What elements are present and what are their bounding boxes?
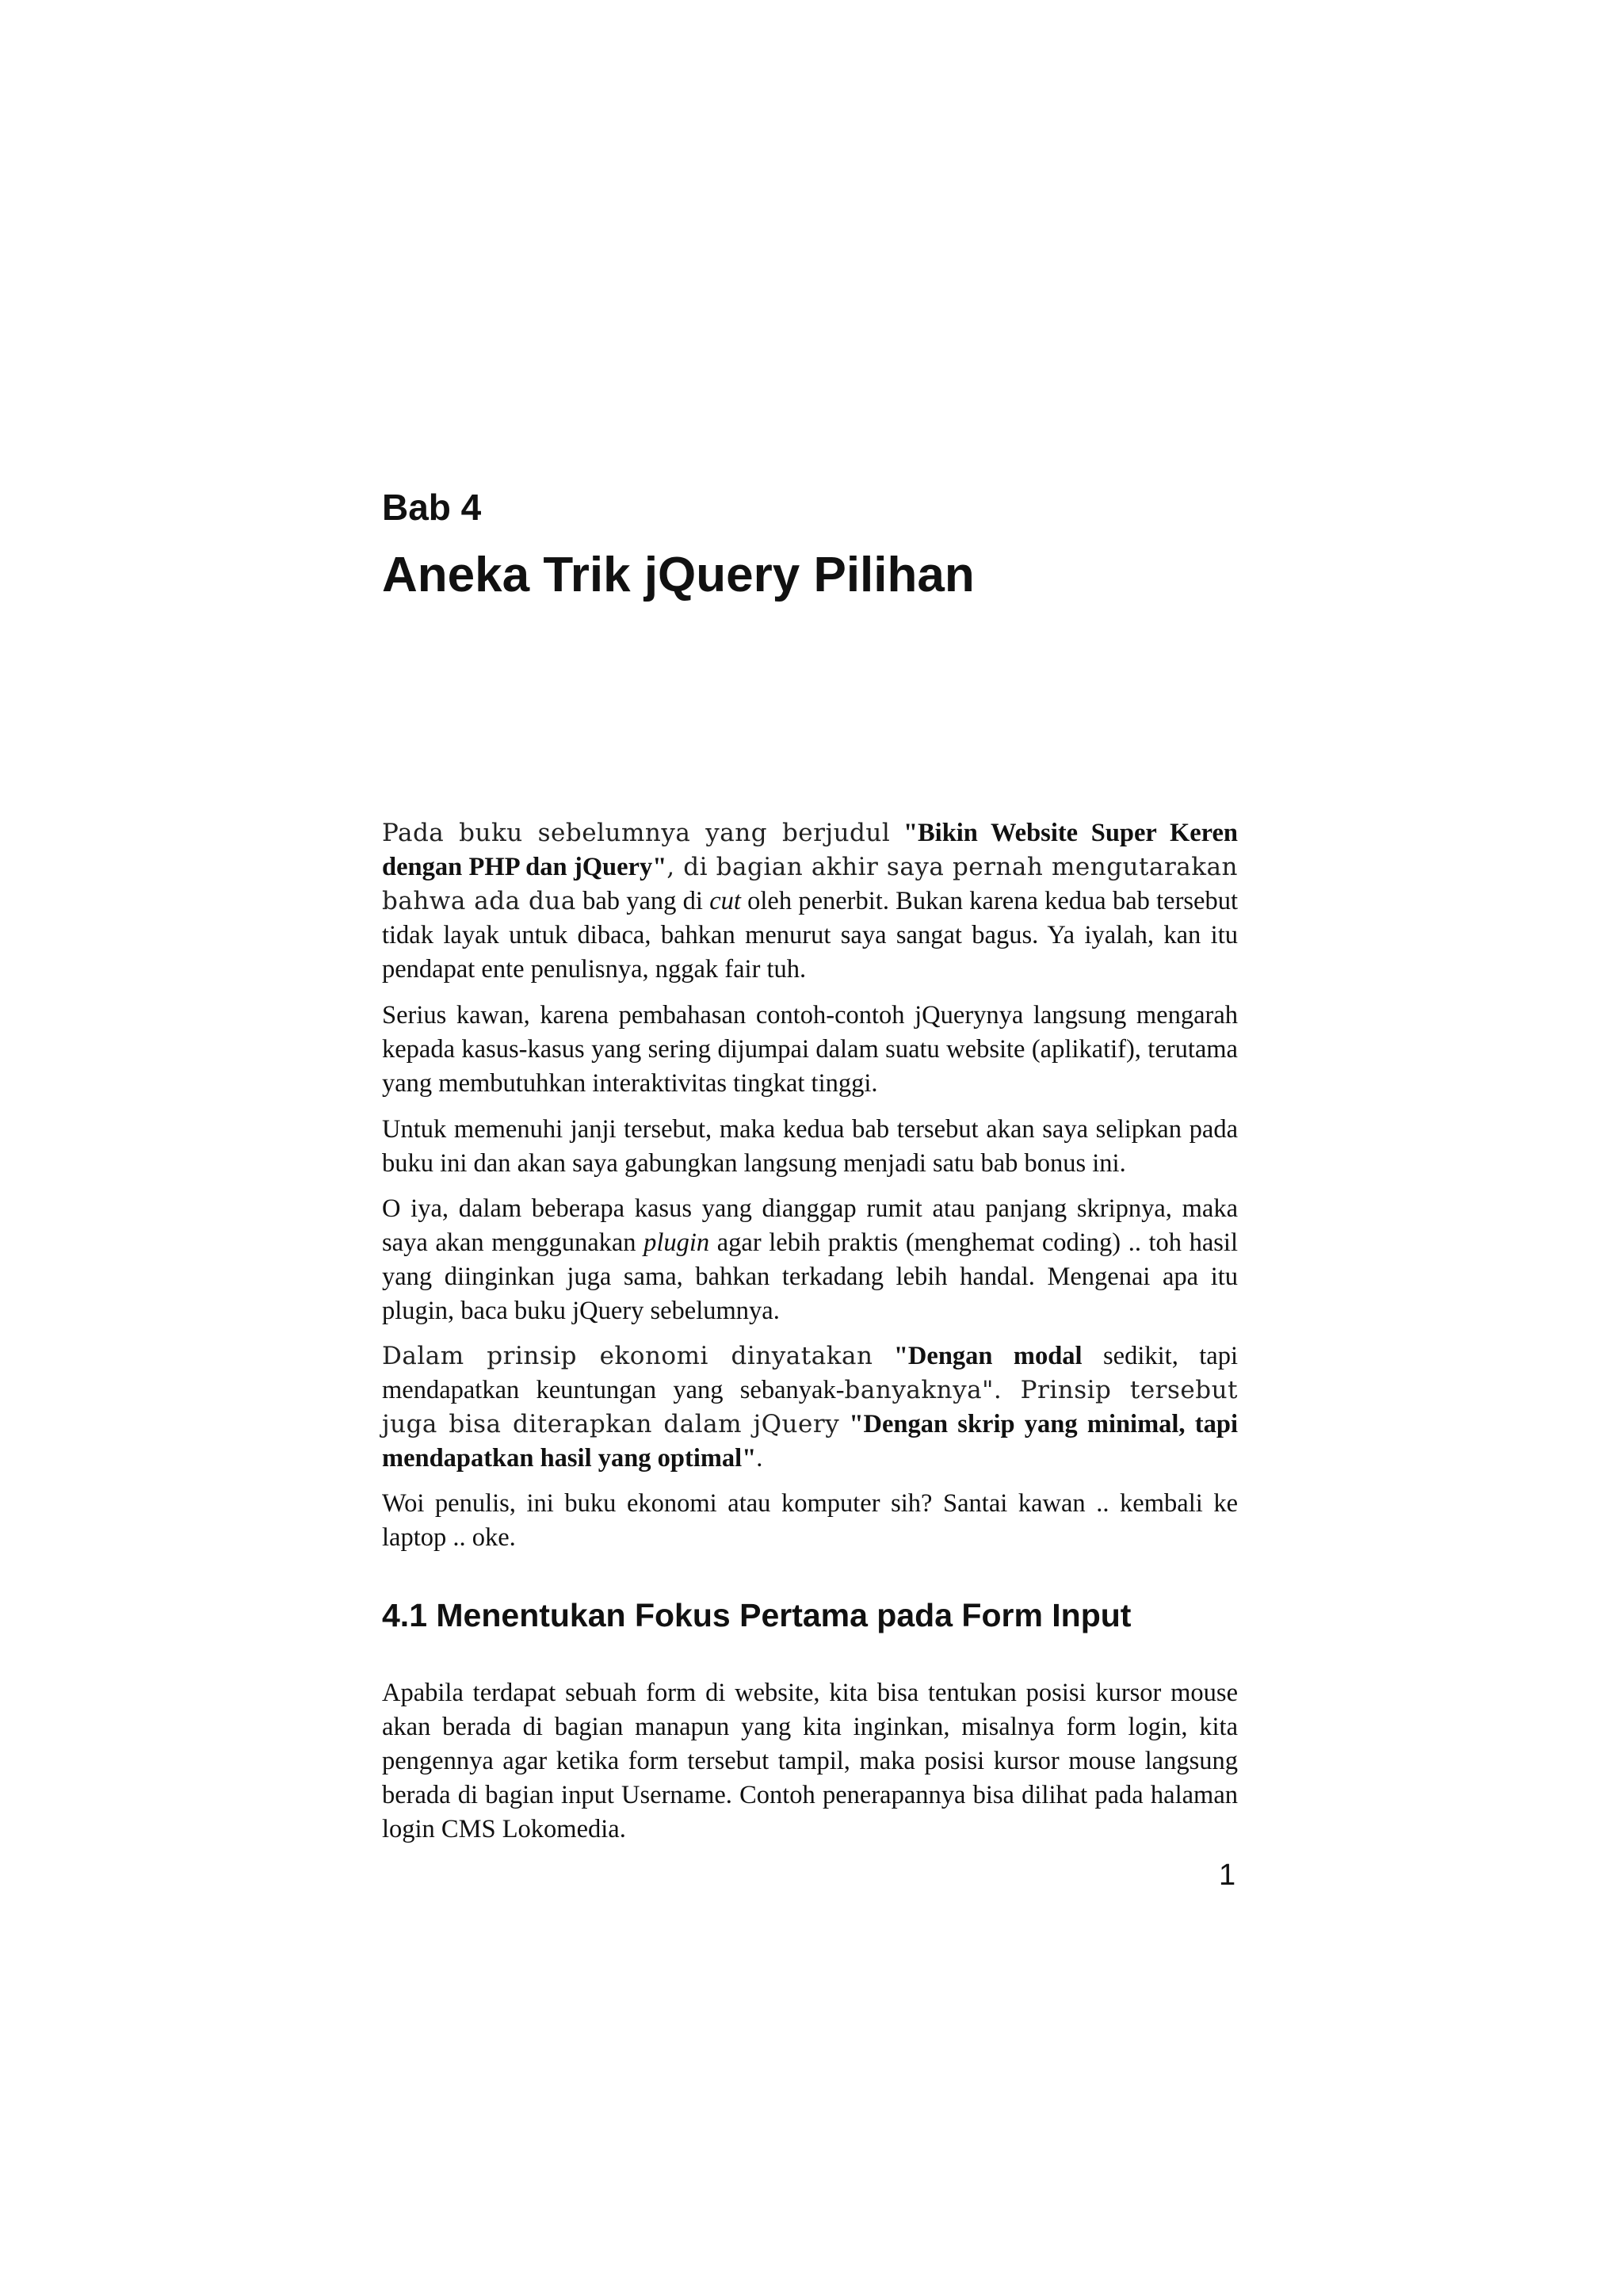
intro-text: bab yang di (575, 887, 710, 915)
intro-paragraph (382, 816, 1238, 987)
intro-text-speckled: Pada buku sebelumnya yang berjudul (382, 819, 891, 847)
principle-text-speckled-2: banyaknya". Prinsip tersebut juga bisa diterapkan dalam jQuery (382, 1376, 1238, 1438)
referenced-book-title: "Bikin Website Super Keren dengan PHP dan jQuery" (382, 819, 1238, 881)
paragraph-text: O iya, dalam beberapa kasus yang dianggap rumit atau panjang skripnya, maka saya akan menggunakan (382, 1194, 1238, 1257)
paragraph-text: Serius kawan, karena pembahasan contoh-contoh jQuerynya langsung mengarah kepada kasus-kasus yang sering dijumpai dalam suatu website (aplikatif), terutama yang membutuhkan interaktivitas tingkat tinggi. (382, 1001, 1238, 1098)
paragraph-text: Woi penulis, ini buku ekonomi atau komputer sih? Santai kawan .. kembali ke laptop .. oke. (382, 1489, 1238, 1552)
principle-text-speckled: Dalam prinsip ekonomi dinyatakan (382, 1342, 873, 1370)
body-paragraph-4 (382, 1192, 1238, 1328)
chapter-label: Bab 4 (382, 487, 482, 528)
principle-text: sedikit, tapi mendapatkan keuntungan yang sebanyak- (382, 1342, 1238, 1404)
jquery-principle-quote: "Dengan skrip yang minimal, tapi mendapatkan hasil yang optimal" (382, 1410, 1238, 1473)
paragraph-text-end: agar lebih praktis (menghemat coding) .. toh hasil yang diinginkan juga sama, bahkan terkadang lebih handal. Mengenai apa itu plugin, baca buku jQuery sebelumnya. (382, 1228, 1238, 1325)
intro-text-speckled-2: , di bagian akhir saya pernah mengutarakan bahwa ada dua (382, 853, 1238, 915)
body-paragraph-5 (382, 1339, 1238, 1476)
chapter-title: Aneka Trik jQuery Pilihan (382, 548, 975, 602)
paragraph-text: Untuk memenuhi janji tersebut, maka kedua bab tersebut akan saya selipkan pada buku ini dan akan saya gabungkan langsung menjadi satu bab bonus ini. (382, 1115, 1238, 1178)
body-paragraph-2 (382, 999, 1238, 1101)
section-heading: 4.1 Menentukan Fokus Pertama pada Form Input (382, 1597, 1132, 1633)
intro-emphasis-cut: cut (709, 887, 741, 915)
section-paragraph (382, 1676, 1238, 1847)
principle-quote-start: "Dengan modal (873, 1342, 1083, 1370)
paragraph-text: Apabila terdapat sebuah form di website, kita bisa tentukan posisi kursor mouse akan berada di bagian manapun yang kita inginkan, misalnya form login, kita pengennya agar ketika form tersebut tampil, maka posisi kursor mouse langsung berada di bagian input Username. Contoh penerapannya bisa dilihat pada halaman login CMS Lokomedia. (382, 1679, 1238, 1843)
body-paragraph-3 (382, 1113, 1238, 1181)
principle-text-end: . (756, 1444, 763, 1473)
intro-text-end: oleh penerbit. Bukan karena kedua bab tersebut tidak layak untuk dibaca, bahkan menurut saya sangat bagus. Ya iyalah, kan itu pendapat ente penulisnya, nggak fair tuh. (382, 887, 1238, 984)
page-number: 1 (1219, 1859, 1236, 1892)
body-paragraph-6 (382, 1487, 1238, 1555)
emphasis-plugin: plugin (643, 1228, 710, 1257)
